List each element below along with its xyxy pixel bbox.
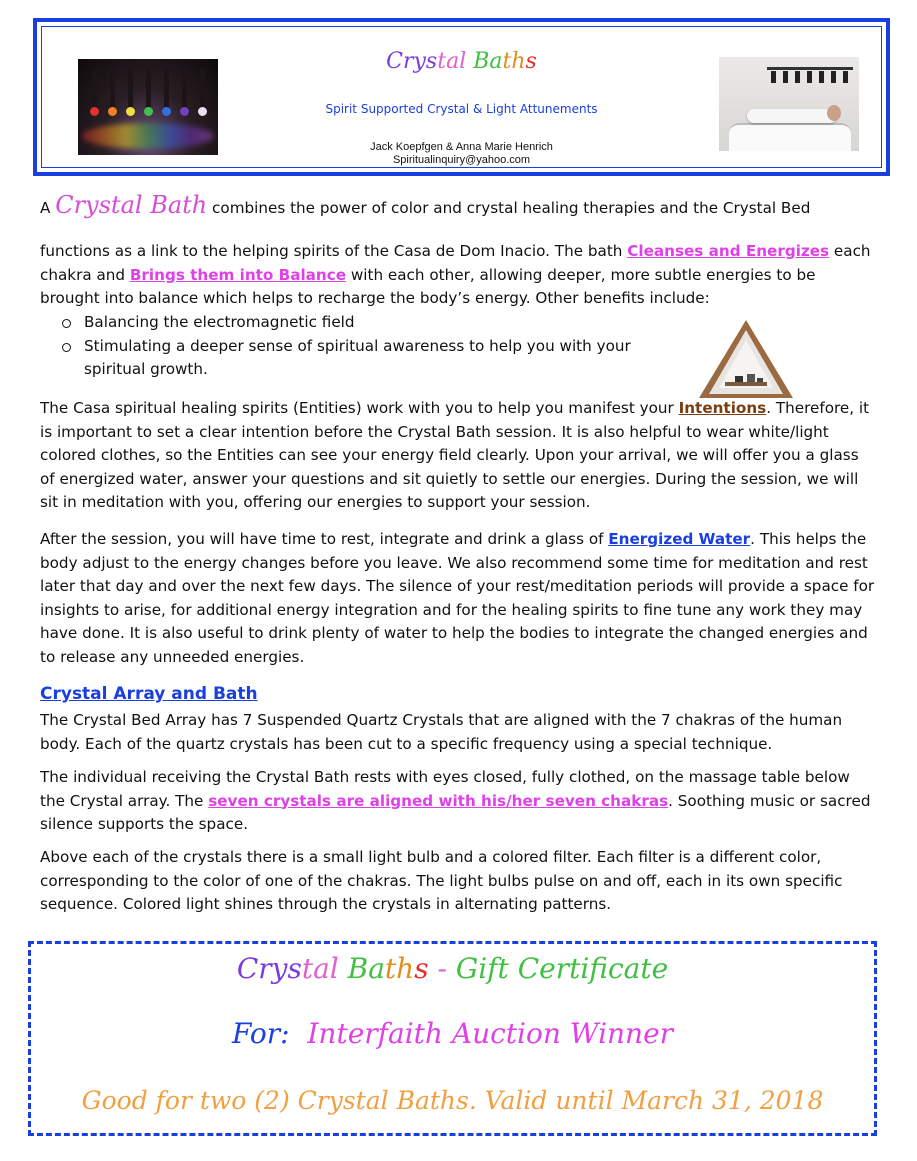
list-item-text: Balancing the electromagnetic field <box>84 313 355 331</box>
section-heading-crystal-array[interactable]: Crystal Array and Bath <box>40 684 258 704</box>
intro-prefix: A <box>40 199 56 217</box>
gift-title-part: th <box>384 952 415 985</box>
link-energized-water[interactable]: Energized Water <box>608 530 751 548</box>
gift-recipient <box>31 1017 874 1050</box>
gift-title-part: Crys <box>236 952 302 985</box>
gift-title <box>31 952 874 985</box>
para3-text: . This helps the body adjust to the energy changes before you leave. We also recommend some time for meditation and rest later that day and over the next few days. The silence of your rest/meditation periods will provide a space for insights to arise, for additional energy integration and for the healing spirits to fine tune any work they may have done. It is also useful to drink plenty of water to help the bodies to integrate the changed energies and to release any unneeded energies. <box>40 530 875 666</box>
gift-for-label: For: <box>231 1017 290 1050</box>
gift-title-part: s <box>414 952 429 985</box>
intro-rest: combines the power of color and crystal healing therapies and the Crystal Bed <box>207 199 811 217</box>
gift-title-part: Gift Certificate <box>455 952 669 985</box>
header-box <box>33 18 890 176</box>
title-part: tal <box>437 49 474 74</box>
paragraph-individual <box>40 766 875 837</box>
triangle-altar-photo <box>697 318 795 400</box>
para3-text: After the session, you will have time to rest, integrate and drink a glass of <box>40 530 609 548</box>
list-item <box>62 335 662 382</box>
benefits-list <box>62 311 662 382</box>
para5-text: . Soothing music or sacred silence supports the space. <box>40 791 871 833</box>
link-brings-balance[interactable]: Brings them into Balance <box>129 265 347 284</box>
para5-text: The individual receiving the Crystal Bath rests with eyes closed, fully clothed, on the massage table below the Crystal array. The <box>40 768 850 810</box>
link-cleanses-energizes[interactable]: Cleanses and Energizes <box>627 242 830 260</box>
para1-text: each chakra and <box>40 242 871 284</box>
paragraph-benefits <box>40 240 875 311</box>
para2-text: The Casa spiritual healing spirits (Entities) work with you to help you manifest your <box>40 399 679 417</box>
title-part: Ba <box>473 49 503 74</box>
para2-text: . Therefore, it is important to set a clear intention before the Crystal Bath session. It is also helpful to wear white/light colored clothes, so the Entities can see your energy field clearly. Upon your arrival, we will offer you a glass of energized water, answer your questions and sit quietly to settle our energies. During the session, we will sit in meditation with you, offering our energies to support your session. <box>40 399 870 511</box>
link-seven-crystals[interactable]: seven crystals are aligned with his/her seven chakras <box>208 791 669 810</box>
title-part: th <box>502 49 526 74</box>
gift-for-value: Interfaith Auction Winner <box>307 1017 674 1050</box>
gift-certificate <box>28 941 877 1136</box>
link-intentions[interactable]: Intentions <box>678 399 767 417</box>
para1-text: with each other, allowing deeper, more subtle energies to be brought into balance which helps to recharge the body’s energy. Other benefits include: <box>40 265 816 307</box>
list-item-text: Stimulating a deeper sense of spiritual awareness to help you with your spiritual growth. <box>84 336 631 378</box>
paragraph-intentions <box>40 397 875 515</box>
header-names: Jack Koepfgen & Anna Marie Henrich <box>370 141 553 153</box>
header-inner <box>41 26 882 168</box>
gift-title-part: tal <box>301 952 348 985</box>
crystal-bath-photo <box>719 57 859 151</box>
gift-title-part: Ba <box>347 952 385 985</box>
bullet-circle-icon <box>62 319 71 328</box>
gift-validity: Good for two (2) Crystal Baths. Valid until March 31, 2018 <box>81 1086 824 1115</box>
header-email[interactable]: Spiritualinquiry@yahoo.com <box>392 154 531 166</box>
intro-script-word: Crystal Bath <box>55 191 208 219</box>
header-subtitle: Spirit Supported Crystal & Light Attunements <box>325 102 598 116</box>
para1-text: functions as a link to the helping spirits of the Casa de Dom Inacio. The bath <box>40 242 628 260</box>
gift-title-part: - <box>428 952 456 985</box>
title-part: s <box>525 49 537 74</box>
list-item <box>62 311 662 335</box>
paragraph-crystal-array: The Crystal Bed Array has 7 Suspended Quartz Crystals that are aligned with the 7 chakras of the human body. Each of the quartz crystals has been cut to a specific frequency using a special technique. <box>40 711 843 753</box>
title-part: Crys <box>386 49 438 74</box>
intro-line <box>40 191 875 221</box>
bullet-circle-icon <box>62 343 71 352</box>
paragraph-light-bulbs: Above each of the crystals there is a small light bulb and a colored filter. Each filter is a different color, corresponding to the color of one of the chakras. The light bulbs pulse on and off, each in its own specific sequence. Colored light shines through the crystals in alternating patterns. <box>40 848 843 913</box>
paragraph-after-session <box>40 528 875 669</box>
